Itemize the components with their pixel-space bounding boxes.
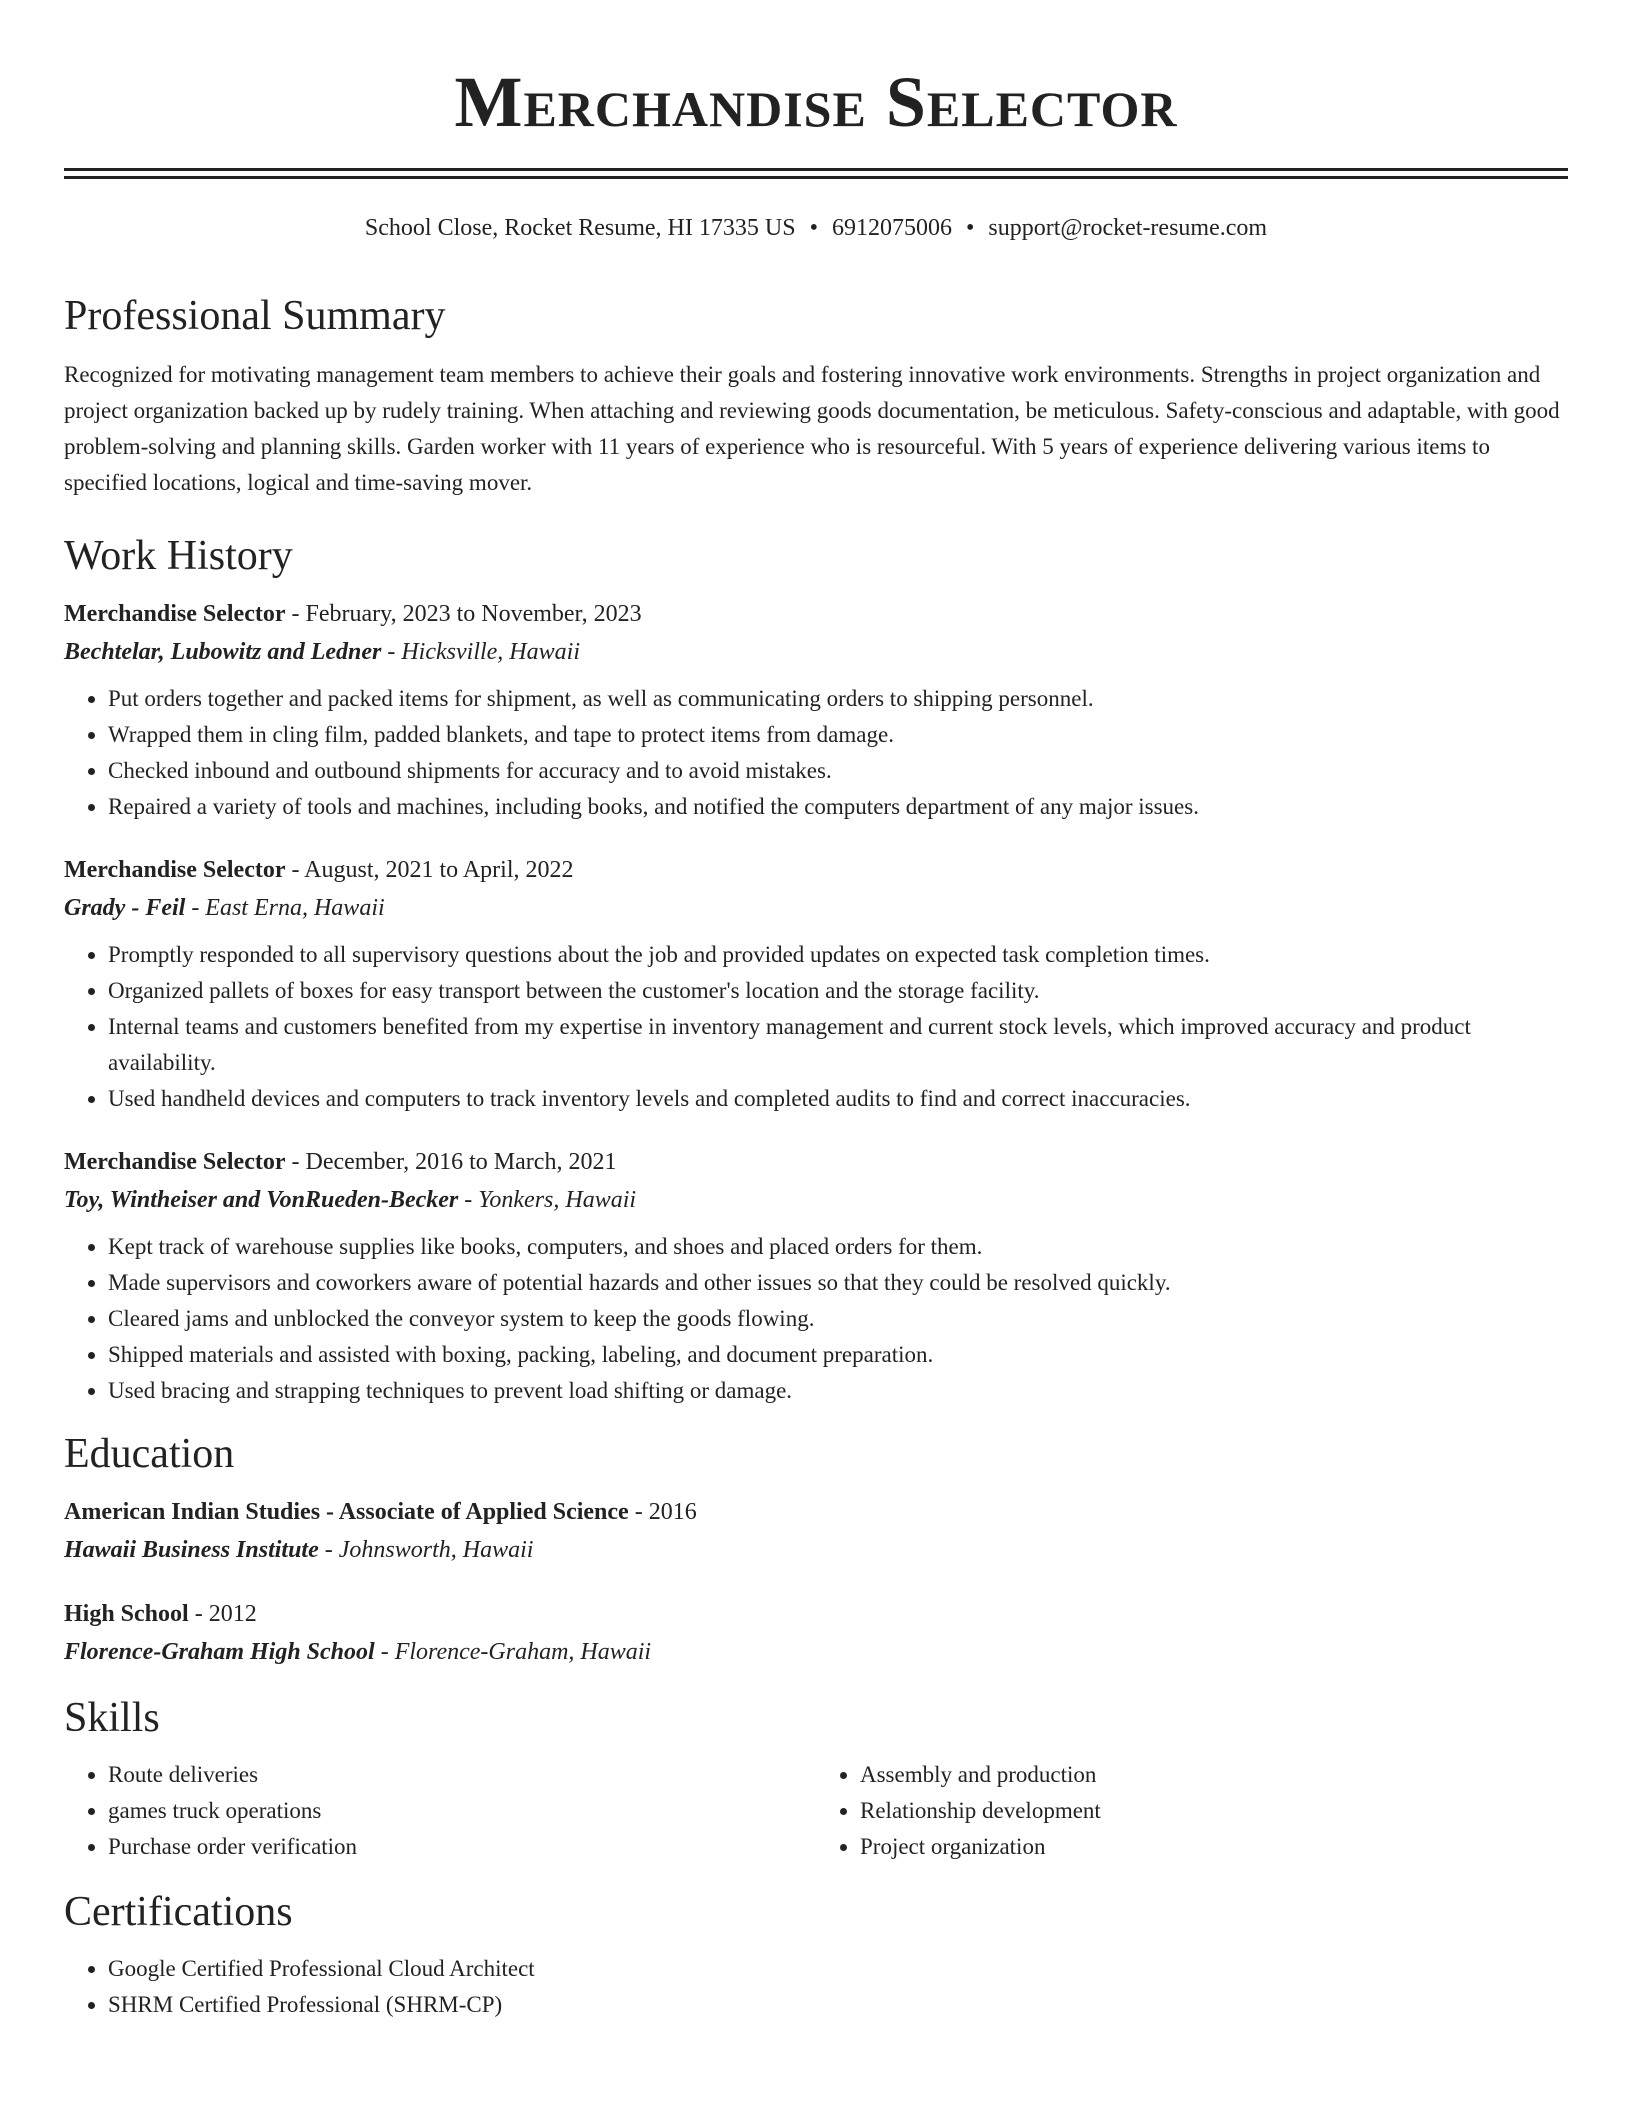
resume-title: Merchandise Selector	[454, 62, 1178, 142]
list-item: • Used handheld devices and computers to track inventory levels and completed audits to find and correct inaccuracies.	[108, 1081, 1568, 1117]
list-item: • Repaired a variety of tools and machines, including books, and notified the computers department of any major issues.	[108, 789, 1568, 825]
job-company-line	[64, 889, 1568, 927]
job-entry	[64, 595, 1568, 825]
list-item: • Route deliveries	[108, 1757, 816, 1793]
contact-line	[64, 213, 1568, 243]
list-item: • Project organization	[860, 1829, 1568, 1865]
school-line	[64, 1531, 1568, 1569]
skills-list-right	[816, 1757, 1568, 1865]
list-item: • Google Certified Professional Cloud Architect	[108, 1951, 1568, 1987]
list-item: • games truck operations	[108, 1793, 816, 1829]
contact-phone: 6912075006	[831, 215, 952, 241]
list-item: • Internal teams and customers benefited from my expertise in inventory management and current stock levels, which improved accuracy and product availability.	[108, 1009, 1568, 1081]
skills-grid	[64, 1757, 1568, 1865]
education-entry	[64, 1493, 1568, 1569]
job-bullets	[64, 937, 1568, 1117]
school-name: Hawaii Business Institute	[64, 1537, 319, 1563]
school-location: - Florence-Graham, Hawaii	[374, 1639, 652, 1665]
job-dates: - August, 2021 to April, 2022	[285, 857, 574, 883]
list-item: • Wrapped them in cling film, padded blankets, and tape to protect items from damage.	[108, 717, 1568, 753]
work-history-heading: Work History	[64, 533, 293, 579]
skills-list-left	[64, 1757, 816, 1865]
job-company: Bechtelar, Lubowitz and Ledner	[64, 639, 382, 665]
list-item: • Promptly responded to all supervisory questions about the job and provided updates on expected task completion times.	[108, 937, 1568, 973]
school-name: Florence-Graham High School	[64, 1639, 375, 1665]
degree-line	[64, 1493, 1568, 1531]
job-title: Merchandise Selector	[64, 601, 286, 627]
job-company-line	[64, 633, 1568, 671]
contact-email[interactable]: support@rocket-resume.com	[988, 215, 1268, 241]
skills-heading: Skills	[64, 1695, 160, 1741]
summary-text: Recognized for motivating management team members to achieve their goals and fostering innovative work environments. Strengths in project organization and project organization backed up by rudely training. When attaching and reviewing goods documentation, be meticulous. Safety-conscious and adaptable, with good problem-solving and planning skills. Garden worker with 11 years of experience who is resourceful. With 5 years of experience delivering various items to specified locations, logical and time-saving mover.	[64, 362, 1560, 495]
job-dates: - December, 2016 to March, 2021	[285, 1149, 617, 1175]
list-item: • Assembly and production	[860, 1757, 1568, 1793]
job-company: Toy, Wintheiser and VonRueden-Becker	[64, 1187, 459, 1213]
degree-year: - 2016	[628, 1499, 697, 1525]
job-bullets	[64, 681, 1568, 825]
job-bullets	[64, 1229, 1568, 1409]
job-title-line	[64, 1143, 1568, 1181]
list-item: • Kept track of warehouse supplies like books, computers, and shoes and placed orders for them.	[108, 1229, 1568, 1265]
list-item: • Cleared jams and unblocked the conveyor system to keep the goods flowing.	[108, 1301, 1568, 1337]
list-item: • Organized pallets of boxes for easy transport between the customer's location and the storage facility.	[108, 973, 1568, 1009]
job-entry	[64, 1143, 1568, 1409]
degree-line	[64, 1595, 1568, 1633]
list-item: • Checked inbound and outbound shipments for accuracy and to avoid mistakes.	[108, 753, 1568, 789]
job-title-line	[64, 851, 1568, 889]
job-entry	[64, 851, 1568, 1117]
degree-year: - 2012	[188, 1601, 257, 1627]
certifications-heading: Certifications	[64, 1889, 293, 1935]
job-location: - Hicksville, Hawaii	[381, 639, 580, 665]
list-item: • Used bracing and strapping techniques to prevent load shifting or damage.	[108, 1373, 1568, 1409]
school-line	[64, 1633, 1568, 1671]
contact-separator: •	[809, 215, 818, 241]
certifications-list	[64, 1951, 1568, 2023]
degree-name: High School	[64, 1601, 189, 1627]
summary-heading: Professional Summary	[64, 293, 446, 339]
job-title: Merchandise Selector	[64, 857, 286, 883]
contact-separator: •	[965, 215, 975, 241]
job-title: Merchandise Selector	[64, 1149, 286, 1175]
list-item: • Relationship development	[860, 1793, 1568, 1829]
education-heading: Education	[64, 1431, 235, 1477]
job-location: - East Erna, Hawaii	[185, 895, 385, 921]
job-dates: - February, 2023 to November, 2023	[285, 601, 642, 627]
job-company: Grady - Feil	[64, 895, 186, 921]
education-entry	[64, 1595, 1568, 1671]
job-title-line	[64, 595, 1568, 633]
contact-address: School Close, Rocket Resume, HI 17335 US	[364, 215, 796, 241]
list-item: • Purchase order verification	[108, 1829, 816, 1865]
degree-name: American Indian Studies - Associate of Applied Science	[64, 1499, 629, 1525]
list-item: • Shipped materials and assisted with boxing, packing, labeling, and document preparation.	[108, 1337, 1568, 1373]
double-rule-divider	[64, 168, 1568, 179]
list-item: • SHRM Certified Professional (SHRM-CP)	[108, 1987, 1568, 2023]
school-location: - Johnsworth, Hawaii	[318, 1537, 534, 1563]
list-item: • Put orders together and packed items for shipment, as well as communicating orders to shipping personnel.	[108, 681, 1568, 717]
job-company-line	[64, 1181, 1568, 1219]
list-item: • Made supervisors and coworkers aware of potential hazards and other issues so that they could be resolved quickly.	[108, 1265, 1568, 1301]
job-location: - Yonkers, Hawaii	[458, 1187, 637, 1213]
